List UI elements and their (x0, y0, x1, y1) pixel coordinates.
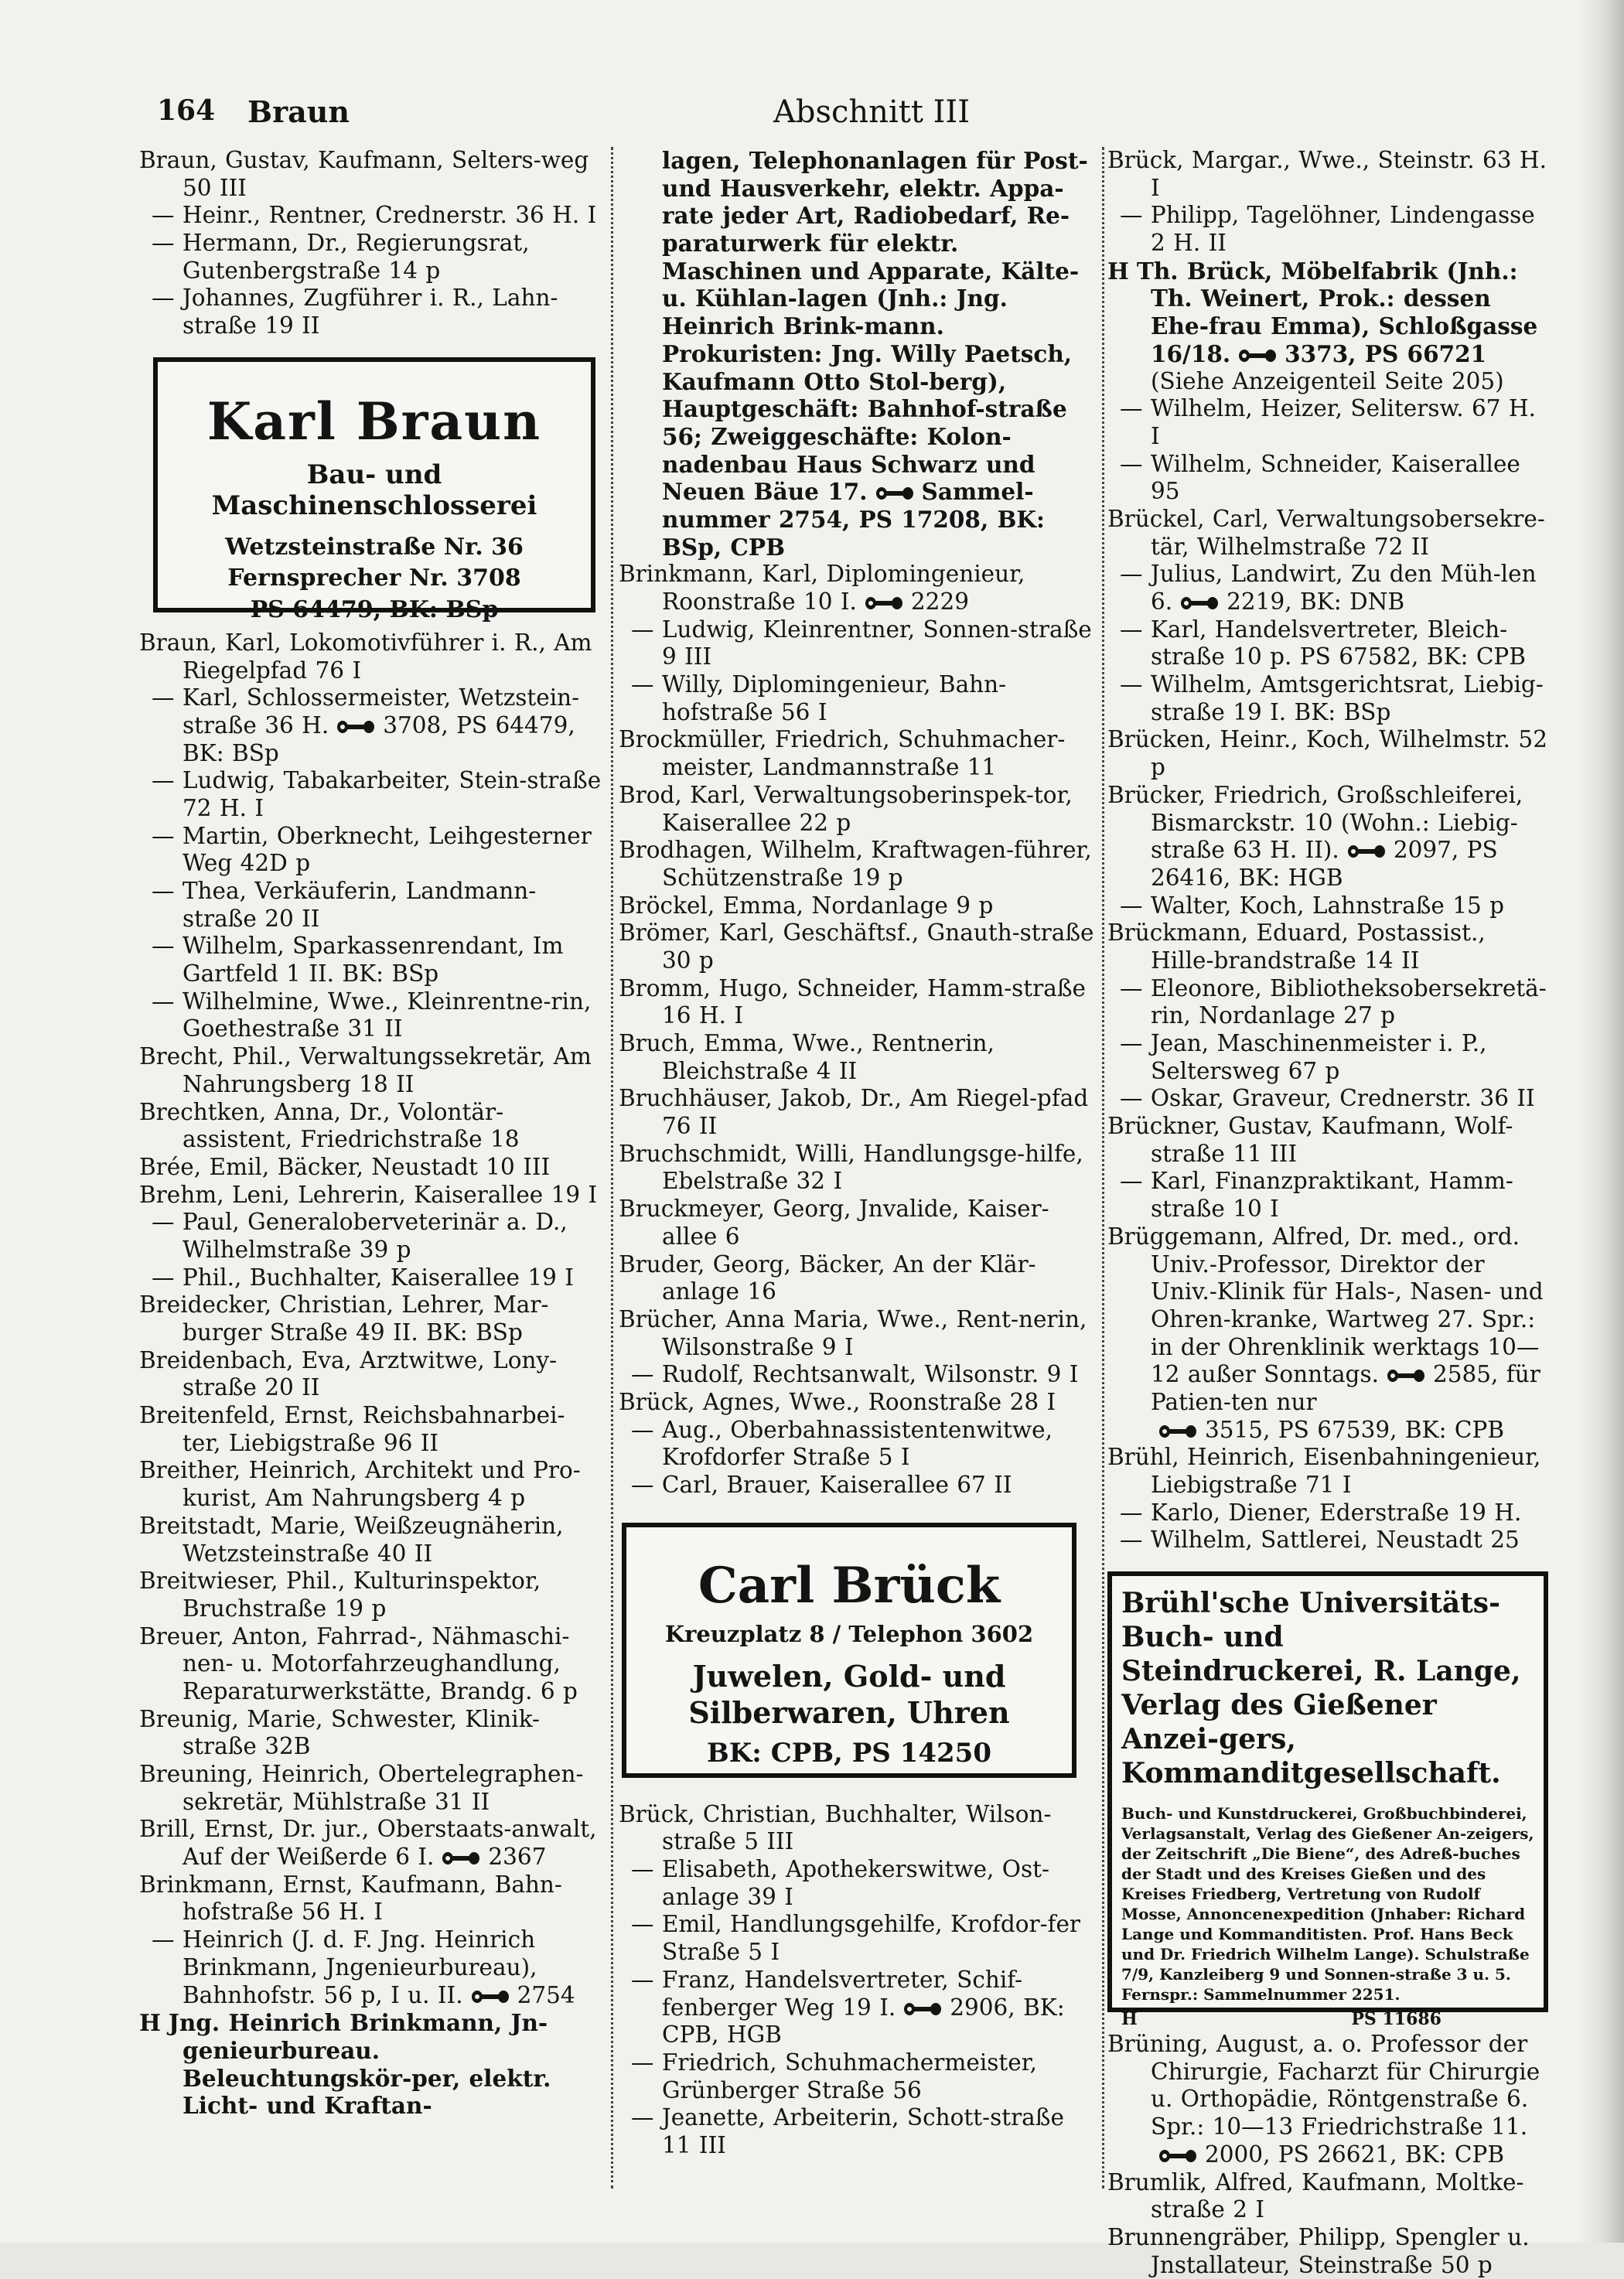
telephone-icon (1238, 349, 1277, 363)
advertisement-bruehl-druckerei (1107, 1571, 1548, 2029)
directory-entry (1107, 202, 1548, 257)
entry-text: — Hermann, Dr., Regierungsrat, Gutenbergstraße 14 p (152, 230, 530, 284)
directory-entry (139, 1926, 603, 2009)
entry-text: Brill, Ernst, Dr. jur., Oberstaats-anwalt, Auf der Weißerde 6 I. (139, 1816, 597, 1871)
entry-text: — Oskar, Graveur, Crednerstr. 36 II (1120, 1085, 1535, 1112)
entry-phone: 2367 (488, 1844, 547, 1871)
directory-entry (139, 1816, 603, 1871)
entry-text: — Willy, Diplomingenieur, Bahn-hofstraße 56 I (631, 671, 1007, 725)
ad-title: Karl Braun (206, 391, 542, 452)
directory-entry (1107, 147, 1548, 202)
directory-entry (1107, 395, 1548, 450)
entry-list (619, 147, 1100, 1499)
entry-text: Brück, Christian, Buchhalter, Wilson-straße 5 III (619, 1800, 1052, 1855)
entry-text: — Wilhelm, Sattlerei, Neustadt 25 (1120, 1527, 1520, 1554)
running-head: Braun (247, 94, 350, 129)
entry-list (619, 1801, 1100, 2160)
directory-entry (1107, 975, 1548, 1030)
entry-text: — Johannes, Zugführer i. R., Lahn-straße 19 II (152, 285, 558, 339)
entry-text: Breunig, Marie, Schwester, Klinik-straße 32B (139, 1705, 541, 1760)
ad-address: Wetzsteinstraße Nr. 36 (225, 533, 524, 561)
directory-entry (139, 933, 603, 988)
telephone-icon (442, 1851, 480, 1865)
ad-footer-ps: PS 11686 (1351, 2008, 1441, 2029)
ad-line: Silberwaren, Uhren (688, 1695, 1010, 1731)
directory-entry (1107, 1417, 1548, 1445)
entry-phone: 2219, BK: DNB (1227, 589, 1405, 615)
entry-text: Breitstadt, Marie, Weißzeugnäherin, Wetzsteinstraße 40 II (139, 1512, 564, 1567)
directory-entry (139, 767, 603, 822)
directory-entry (139, 1457, 603, 1512)
ad-body: Buch- und Kunstdruckerei, Großbuchbinderei, Verlagsanstalt, Verlag des Gießener An-zeigers, der Zeitschrift „Die Biene“, des Adreß-buches der Stadt und des Kreises Gießen und des Kreises Friedberg, Vertretung von Rudolf Mosse, Annoncenexpedition (Jnhaber: Richard Lange und Kommanditisten. Prof. Hans Beck und Dr. Friedrich Wilhelm Lange). Schulstraße 7/9, Kanzleiberg 9 und Sonnen-straße 3 u. 5. Fernspr.: Sammelnummer 2251. (1121, 1803, 1534, 2004)
directory-entry (619, 1251, 1100, 1306)
directory-entry (619, 2049, 1100, 2104)
directory-entry (139, 2009, 603, 2120)
entry-text: — Jean, Maschinenmeister i. P., Seltersweg 67 p (1120, 1030, 1487, 1084)
entry-text: — Phil., Buchhalter, Kaiserallee 19 I (152, 1264, 574, 1291)
entry-text: (Siehe Anzeigenteil Seite 205) (1151, 367, 1504, 394)
advertisement-karl-braun (153, 357, 595, 623)
entry-text: Braun, Karl, Lokomotivführer i. R., Am Riegelpfad 76 I (139, 629, 592, 684)
entry-list (1107, 2031, 1548, 2279)
entry-text: — Elisabeth, Apothekerswitwe, Ost-anlage 39 I (631, 1856, 1049, 1910)
directory-entry (619, 1306, 1100, 1361)
entry-text: Breitenfeld, Ernst, Reichsbahnarbei-ter, Liebigstraße 96 II (139, 1402, 565, 1456)
telephone-icon (865, 596, 903, 610)
directory-entry (139, 1568, 603, 1622)
entry-phone: 2000, PS 26621, BK: CPB (1205, 2141, 1504, 2168)
directory-entry (1107, 616, 1548, 671)
entry-text: — Philipp, Tagelöhner, Lindengasse 2 H. II (1120, 202, 1535, 257)
entry-text: Brunnengräber, Philipp, Spengler u. Jnstallateur, Steinstraße 50 p (1107, 2223, 1530, 2278)
directory-entry (619, 1417, 1100, 1472)
directory-entry (1107, 726, 1548, 781)
entry-text: Th. Brück, Möbelfabrik (Jnh.: Th. Weinert, Prok.: dessen Ehe-frau Emma), Schloßgasse 16/18. (1136, 257, 1538, 367)
entry-text: — Wilhelm, Amtsgerichtsrat, Liebig-straße 19 I. BK: BSp (1120, 671, 1544, 725)
entry-list (139, 629, 603, 2120)
telephone-icon (1180, 596, 1219, 610)
directory-entry (139, 1154, 603, 1182)
entry-text: Brückel, Carl, Verwaltungsobersekre-tär, Wilhelmstraße 72 II (1107, 505, 1545, 560)
entry-text: Brücker, Friedrich, Großschleiferei, Bismarckstr. 10 (Wohn.: Liebig-straße 63 H. II). (1107, 781, 1523, 864)
entry-text: Brehm, Leni, Lehrerin, Kaiserallee 19 I (139, 1181, 598, 1208)
ad-title: Carl Brück (698, 1556, 1001, 1615)
column-3 (1107, 147, 1548, 2279)
directory-entry (1107, 2224, 1548, 2279)
entry-text: Brinkmann, Karl, Diplomingenieur, Roonstraße 10 I. (619, 561, 1025, 615)
column-rule (611, 147, 613, 2189)
entry-text: Brückmann, Eduard, Postassist., Hille-brandstraße 14 II (1107, 919, 1486, 974)
entry-text: Brüggemann, Alfred, Dr. med., ord. Univ.-Professor, Direktor der Univ.-Klinik für Hals-, Nasen- und Ohren-kranke, Wartweg 27. Spr.: in der Ohrenklinik werktags 10—12 außer Sonntags. (1107, 1223, 1544, 1388)
directory-entry (139, 1623, 603, 1706)
column-2 (619, 147, 1100, 2160)
entry-text: — Rudolf, Rechtsanwalt, Wilsonstr. 9 I (631, 1361, 1079, 1388)
directory-entry (619, 1911, 1100, 1966)
ad-subtitle: Kreuzplatz 8 / Telephon 3602 (664, 1620, 1034, 1647)
entry-text: Brück, Margar., Wwe., Steinstr. 63 H. I (1107, 147, 1547, 201)
entry-text: — Heinr., Rentner, Crednerstr. 36 H. I (152, 202, 597, 229)
directory-entry (1107, 368, 1548, 396)
entry-text: — Walter, Koch, Lahnstraße 15 p (1120, 892, 1505, 919)
ad-accounts: PS 64479, BK: BSp (250, 595, 499, 623)
entry-phone: 2585, für Patien-ten nur (1151, 1361, 1540, 1415)
entry-text: — Thea, Verkäuferin, Landmann-straße 20 II (152, 878, 537, 932)
telephone-icon (471, 1990, 510, 2004)
directory-entry (139, 1402, 603, 1457)
directory-entry (619, 975, 1100, 1030)
entry-text: Brumlik, Alfred, Kaufmann, Moltke-straße 2 I (1107, 2168, 1524, 2223)
entry-phone: 3515, PS 67539, BK: CPB (1205, 1416, 1504, 1443)
entry-text: — Emil, Handlungsgehilfe, Krofdor-fer Straße 5 I (631, 1911, 1081, 1966)
telephone-icon (875, 486, 914, 500)
directory-entry (139, 1264, 603, 1292)
entry-text: Bruchhäuser, Jakob, Dr., Am Riegel-pfad 76 II (619, 1085, 1089, 1140)
entry-text: — Julius, Landwirt, Zu den Müh-len 6. (1120, 561, 1537, 615)
entry-text: Breuer, Anton, Fahrrad-, Nähmaschi-nen- u. Motorfahrzeughandlung, Reparaturwerkstätte, Brandg. 6 p (139, 1622, 578, 1704)
entry-text: Bruch, Emma, Wwe., Rentnerin, Bleichstraße 4 II (619, 1030, 995, 1084)
directory-entry (1107, 892, 1548, 920)
directory-entry (1107, 451, 1548, 506)
directory-entry (139, 202, 603, 230)
directory-entry (139, 988, 603, 1043)
directory-entry (139, 878, 603, 933)
entry-text: Brod, Karl, Verwaltungsoberinspek-tor, Kaiserallee 22 p (619, 781, 1073, 836)
entry-marker: H (1107, 257, 1129, 285)
directory-entry (1107, 1168, 1548, 1223)
entry-text: Brecht, Phil., Verwaltungssekretär, Am Nahrungsberg 18 II (139, 1043, 592, 1097)
entry-text: — Wilhelmine, Wwe., Kleinrentne-rin, Goethestraße 31 II (152, 988, 592, 1042)
entry-text: Brückner, Gustav, Kaufmann, Wolf-straße 11 III (1107, 1113, 1513, 1167)
directory-entry (619, 782, 1100, 837)
entry-text: Bruckmeyer, Georg, Jnvalide, Kaiser-allee 6 (619, 1196, 1049, 1250)
directory-entry (619, 1967, 1100, 2049)
entry-phone: 2754 (517, 1981, 575, 2008)
entry-phone: Sammel-nummer 2754, PS 17208, BK: BSp, CPB (662, 478, 1045, 561)
directory-entry (1107, 258, 1548, 368)
directory-entry (619, 837, 1100, 892)
directory-entry (1107, 1030, 1548, 1085)
entry-text: Bruder, Georg, Bäcker, An der Klär-anlage 16 (619, 1250, 1036, 1305)
entry-text: — Friedrich, Schuhmachermeister, Grünberger Straße 56 (631, 2049, 1037, 2103)
entry-text: Brühl, Heinrich, Eisenbahningenieur, Liebigstraße 71 I (1107, 1444, 1541, 1498)
entry-phone: 2906, BK: CPB, HGB (662, 1994, 1065, 2049)
ad-title: Brühl'sche Universitäts-Buch- und Steindruckerei, R. Lange, Verlag des Gießener Anzei-gers, Kommanditgesellschaft. (1121, 1587, 1521, 1789)
entry-text: — Franz, Handelsvertreter, Schif-fenberger Weg 19 I. (631, 1966, 1023, 2021)
entry-text: — Martin, Oberknecht, Leihgesterner Weg 42D p (152, 822, 592, 877)
entry-text: — Eleonore, Bibliotheksobersekretä-rin, Nordanlage 27 p (1120, 974, 1547, 1029)
directory-entry (619, 1801, 1100, 1856)
directory-entry (139, 285, 603, 339)
ad-subtitle: Bau- und Maschinenschlosserei (211, 459, 537, 521)
entry-text: — Wilhelm, Heizer, Selitersw. 67 H. I (1120, 395, 1537, 449)
telephone-icon (1387, 1369, 1425, 1383)
directory-entry (619, 892, 1100, 920)
entry-text: Breuning, Heinrich, Obertelegraphen-sekretär, Mühlstraße 31 II (139, 1761, 584, 1815)
page-number: 164 (157, 94, 216, 127)
entry-text: Breidecker, Christian, Lehrer, Mar-burger Straße 49 II. BK: BSp (139, 1291, 549, 1346)
telephone-icon (336, 720, 375, 734)
directory-entry (1107, 506, 1548, 561)
telephone-icon (1158, 1424, 1197, 1438)
advertisement-carl-brueck (622, 1523, 1076, 1778)
entry-text: Brücken, Heinr., Koch, Wilhelmstr. 52 p (1107, 726, 1547, 781)
entry-list (1107, 147, 1548, 1554)
entry-text: — Jeanette, Arbeiterin, Schott-straße 11 III (631, 2104, 1064, 2158)
directory-entry (1107, 1223, 1548, 1417)
directory-entry (619, 1361, 1100, 1389)
entry-text: — Ludwig, Kleinrentner, Sonnen-straße 9 III (631, 616, 1092, 670)
directory-entry (139, 1706, 603, 1761)
directory-entry (139, 1761, 603, 1816)
entry-text: Brockmüller, Friedrich, Schuhmacher-meister, Landmannstraße 11 (619, 726, 1066, 781)
entry-text: Brüning, August, a. o. Professor der Chirurgie, Facharzt für Chirurgie u. Orthopädie, Röntgenstraße 6. Spr.: 10—13 Friedrichstraße 11. (1107, 2031, 1540, 2141)
entry-text: — Wilhelm, Schneider, Kaiserallee 95 (1120, 450, 1520, 505)
directory-entry (619, 919, 1100, 974)
directory-entry (139, 1043, 603, 1098)
directory-entry (139, 1871, 603, 1926)
directory-entry (1107, 1527, 1548, 1554)
column-1 (139, 147, 603, 2120)
directory-entry (619, 1085, 1100, 1140)
directory-entry (139, 684, 603, 767)
entry-text: Brechtken, Anna, Dr., Volontär-assistent, Friedrichstraße 18 (139, 1098, 520, 1153)
entry-text: — Karl, Schlossermeister, Wetzstein-straße 36 H. (152, 684, 580, 739)
directory-entry (139, 1209, 603, 1264)
column-rule (1102, 147, 1104, 2189)
directory-entry (619, 1472, 1100, 1499)
entry-text: Braun, Gustav, Kaufmann, Selters-weg 50 III (139, 147, 589, 201)
directory-entry (139, 1182, 603, 1209)
ad-footer-mark: H (1121, 2008, 1138, 2029)
directory-entry (139, 147, 603, 202)
entry-text: — Heinrich (J. d. F. Jng. Heinrich Brinkmann, Jngenieurbureau), Bahnhofstr. 56 p, I u. II. (152, 1926, 537, 2008)
directory-entry (619, 2104, 1100, 2159)
entry-text: Breitwieser, Phil., Kulturinspektor, Bruchstraße 19 p (139, 1568, 541, 1622)
entry-text: Breidenbach, Eva, Arztwitwe, Lony-straße 20 II (139, 1346, 558, 1401)
entry-text: — Wilhelm, Sparkassenrendant, Im Gartfeld 1 II. BK: BSp (152, 933, 564, 988)
entry-text: — Ludwig, Tabakarbeiter, Stein-straße 72 H. I (152, 767, 602, 821)
entry-text: Bruchschmidt, Willi, Handlungsge-hilfe, Ebelstraße 32 I (619, 1140, 1083, 1195)
directory-entry (1107, 671, 1548, 726)
ad-footer (1121, 2009, 1534, 2029)
ad-line: Juwelen, Gold- und (692, 1658, 1006, 1694)
entry-phone: 2097, PS 26416, BK: HGB (1151, 837, 1498, 891)
directory-entry (139, 1099, 603, 1154)
directory-entry (139, 823, 603, 878)
ad-accounts: BK: CPB, PS 14250 (707, 1737, 991, 1769)
directory-entry (619, 1856, 1100, 1911)
directory-entry (1107, 1499, 1548, 1527)
directory-entry (619, 616, 1100, 671)
entry-text: Bröckel, Emma, Nordanlage 9 p (619, 892, 994, 919)
directory-entry (619, 671, 1100, 726)
directory-entry (619, 1389, 1100, 1417)
entry-text: Brömer, Karl, Geschäftsf., Gnauth-straße 30 p (619, 919, 1094, 974)
entry-text: Jng. Heinrich Brinkmann, Jn-genieurbureau. Beleuchtungskör-per, elektr. Licht- und Kraftan- (168, 2009, 551, 2120)
telephone-icon (1347, 844, 1386, 858)
entry-text: Breither, Heinrich, Architekt und Pro-kurist, Am Nahrungsberg 4 p (139, 1457, 581, 1512)
entry-text: Brodhagen, Wilhelm, Kraftwagen-führer, Schützenstraße 19 p (619, 837, 1092, 891)
entry-text: — Karl, Finanzpraktikant, Hamm-straße 10 I (1120, 1168, 1513, 1223)
directory-entry (139, 629, 603, 684)
directory-entry (619, 1030, 1100, 1085)
directory-entry (619, 726, 1100, 781)
entry-text: Bromm, Hugo, Schneider, Hamm-straße 16 H. I (619, 974, 1087, 1029)
directory-entry (619, 1141, 1100, 1196)
entry-text: — Aug., Oberbahnassistentenwitwe, Krofdorfer Straße 5 I (631, 1416, 1053, 1471)
directory-entry (619, 561, 1100, 616)
section-title: Abschnitt III (773, 94, 971, 130)
telephone-icon (903, 2002, 942, 2016)
entry-phone: 2229 (910, 589, 969, 615)
directory-entry (1107, 1444, 1548, 1499)
directory-entry (1107, 2031, 1548, 2168)
directory-entry (1107, 1085, 1548, 1113)
directory-entry (139, 1291, 603, 1346)
entry-text: — Karl, Handelsvertreter, Bleich-straße 10 p. PS 67582, BK: CPB (1120, 616, 1526, 670)
directory-entry (1107, 782, 1548, 892)
entry-phone: 3708, PS 64479, BK: BSp (183, 711, 575, 766)
directory-entry (619, 147, 1100, 561)
entry-text: Brück, Agnes, Wwe., Roonstraße 28 I (619, 1388, 1056, 1415)
directory-entry (1107, 2169, 1548, 2224)
directory-entry (139, 230, 603, 285)
entry-list (139, 147, 603, 340)
directory-entry (1107, 561, 1548, 616)
ad-phone: Fernsprecher Nr. 3708 (227, 565, 521, 592)
page-edge-shadow (1578, 0, 1624, 2243)
entry-text: Brücher, Anna Maria, Wwe., Rent-nerin, Wilsonstraße 9 I (619, 1305, 1087, 1360)
telephone-icon (1158, 2149, 1197, 2163)
entry-text: — Paul, Generaloberveterinär a. D., Wilhelmstraße 39 p (152, 1209, 568, 1263)
entry-text: Brée, Emil, Bäcker, Neustadt 10 III (139, 1153, 551, 1180)
entry-phone: 3373, PS 66721 (1285, 339, 1487, 367)
entry-text: Brinkmann, Ernst, Kaufmann, Bahn-hofstraße 56 H. I (139, 1871, 562, 1926)
directory-entry (619, 1196, 1100, 1250)
directory-entry (1107, 1113, 1548, 1168)
directory-entry (139, 1347, 603, 1402)
directory-entry (1107, 919, 1548, 974)
entry-text: — Carl, Brauer, Kaiserallee 67 II (631, 1472, 1012, 1498)
entry-text: — Karlo, Diener, Ederstraße 19 H. (1120, 1499, 1522, 1526)
entry-marker: H (139, 2009, 161, 2037)
directory-entry (139, 1513, 603, 1568)
entry-text: lagen, Telephonanlagen für Post- und Hausverkehr, elektr. Appa-rate jeder Art, Radiobedarf, Re-paraturwerk für elektr. Maschinen und Apparate, Kälte- u. Kühlan-lagen (Jnh.: Jng. Heinrich Brink-mann. Prokuristen: Jng. Willy Paetsch, Kaufmann Otto Stol-berg), Hauptgeschäft: Bahnhof-straße 56; Zweiggeschäfte: Kolon-nadenbau Haus Schwarz und Neuen Bäue 17. (662, 147, 1088, 506)
